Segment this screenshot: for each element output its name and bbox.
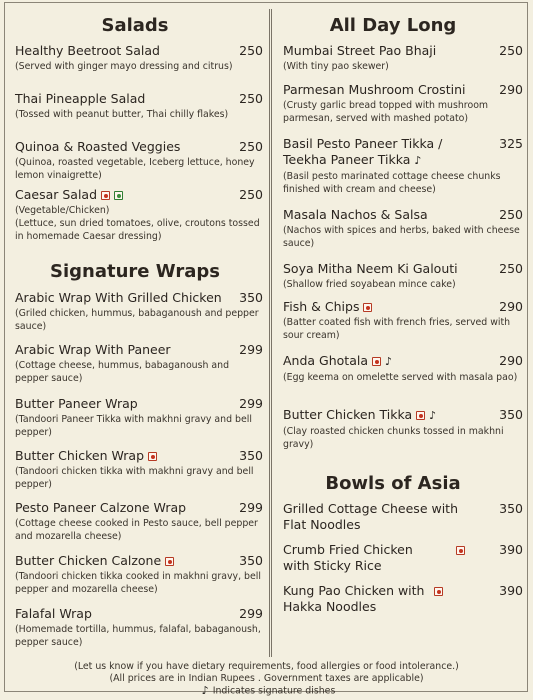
item-name xyxy=(283,136,523,169)
non-veg-icon xyxy=(148,452,157,461)
item-name: Soya Mitha Neem Ki Galouti xyxy=(283,261,458,276)
menu-item xyxy=(283,43,523,73)
item-description: (With tiny pao skewer) xyxy=(283,61,389,72)
menu-item xyxy=(283,136,523,196)
menu-item xyxy=(283,583,523,615)
menu-item xyxy=(15,500,263,543)
menu-item xyxy=(283,261,523,291)
menu-item xyxy=(15,139,263,182)
footer-signature-legend xyxy=(0,685,533,698)
signature-dish-icon: ♪ xyxy=(429,408,437,422)
item-description: (Clay roasted chicken chunks tossed in makhni gravy) xyxy=(283,425,504,450)
menu-page xyxy=(4,2,528,692)
item-price: 350 xyxy=(499,407,523,422)
item-name: Arabic Wrap With Grilled Chicken xyxy=(15,290,222,305)
section-title-all-day: All Day Long xyxy=(329,15,457,36)
item-name: Butter Paneer Wrap xyxy=(15,396,138,411)
non-veg-icon xyxy=(456,546,465,555)
menu-item xyxy=(283,82,523,125)
footer-dietary-note: (Let us know if you have dietary requirements, food allergies or food intolerance.) xyxy=(74,661,459,672)
item-name xyxy=(15,187,263,203)
item-price: 250 xyxy=(239,139,263,154)
item-price: 299 xyxy=(239,606,263,621)
item-description: (Tandoori chicken tikka cooked in makhni gravy, bell pepper and mozarella cheese) xyxy=(15,571,261,595)
item-name xyxy=(283,407,523,424)
item-price: 290 xyxy=(499,82,523,97)
non-veg-icon xyxy=(434,587,443,596)
item-name: Parmesan Mushroom Crostini xyxy=(283,82,466,97)
menu-item xyxy=(15,290,263,333)
menu-item xyxy=(15,448,263,491)
item-price: 350 xyxy=(239,553,263,568)
item-name: Healthy Beetroot Salad xyxy=(15,43,160,58)
item-name-text: Basil Pesto Paneer Tikka / Teekha Paneer Tikka xyxy=(283,136,443,167)
item-description: (Vegetable/Chicken) (Lettuce, sun dried tomatoes, olive, croutons tossed in homemade Caesar dressing) xyxy=(15,205,260,242)
item-name: Grilled Cottage Cheese with Flat Noodles xyxy=(283,501,459,532)
footer-signature-text: Indicates signature dishes xyxy=(212,685,336,697)
item-price: 250 xyxy=(239,187,263,202)
menu-item xyxy=(283,353,523,384)
item-description xyxy=(15,307,263,333)
item-price: 250 xyxy=(239,91,263,106)
item-price: 350 xyxy=(499,501,523,516)
item-name: Quinoa & Roasted Veggies xyxy=(15,139,181,154)
item-price: 250 xyxy=(239,43,263,58)
item-name xyxy=(283,299,523,315)
item-description: (Quinoa, roasted vegetable, Iceberg lettuce, honey lemon vinaigrette) xyxy=(15,157,255,181)
item-description: (Homemade tortilla, hummus, falafal, babaganoush, pepper sauce) xyxy=(15,624,261,648)
item-price: 250 xyxy=(499,43,523,58)
menu-item xyxy=(283,542,523,574)
item-name-text: Anda Ghotala xyxy=(283,353,368,368)
section-title-wraps: Signature Wraps xyxy=(50,261,220,282)
item-price: 250 xyxy=(499,207,523,222)
footer-price-note: (All prices are in Indian Rupees . Government taxes are applicable) xyxy=(109,673,424,684)
column-divider xyxy=(269,9,272,657)
item-name xyxy=(283,353,523,370)
signature-dish-icon: ♪ xyxy=(201,684,209,697)
non-veg-icon xyxy=(372,357,381,366)
item-price: 290 xyxy=(499,353,523,368)
item-description: (Egg keema on omelette served with masala pao) xyxy=(283,371,518,383)
item-description: (Cottage cheese cooked in Pesto sauce, bell pepper and mozarella cheese) xyxy=(15,518,258,542)
item-description: (Crusty garlic bread topped with mushroom parmesan, served with mashed potato) xyxy=(283,100,489,124)
veg-icon xyxy=(114,191,123,200)
item-price: 290 xyxy=(499,299,523,314)
item-description: (Tandoori Paneer Tikka with makhni gravy and bell pepper) xyxy=(15,414,252,438)
item-price: 299 xyxy=(239,396,263,411)
item-description: (Nachos with spices and herbs, baked with cheese sauce) xyxy=(283,225,520,249)
item-name xyxy=(15,553,263,569)
item-description: (Tandoori chicken tikka with makhni gravy and bell pepper) xyxy=(15,466,254,490)
item-description: (Batter coated fish with french fries, served with sour cream) xyxy=(283,317,511,341)
item-name-text: Butter Chicken Tikka xyxy=(283,407,413,422)
non-veg-icon xyxy=(363,303,372,312)
item-name-text: Butter Chicken Calzone xyxy=(15,553,162,568)
menu-item xyxy=(283,407,523,451)
signature-dish-icon: ♪ xyxy=(385,354,393,368)
item-name: Arabic Wrap With Paneer xyxy=(15,342,171,357)
item-description: (Served with ginger mayo dressing and citrus) xyxy=(15,61,233,72)
menu-item xyxy=(15,43,263,73)
item-description: (Tossed with peanut butter, Thai chilly flakes) xyxy=(15,109,229,120)
item-name: Falafal Wrap xyxy=(15,606,92,621)
item-description: (Basil pesto marinated cottage cheese chunks finished with cream and cheese) xyxy=(283,170,501,195)
item-price: 325 xyxy=(499,136,523,151)
item-price: 250 xyxy=(499,261,523,276)
item-description-text: (Griled chicken, hummus, babaganoush and pepper sauce) xyxy=(15,308,259,332)
menu-item xyxy=(15,342,263,385)
item-name: Thai Pineapple Salad xyxy=(15,91,146,106)
item-name xyxy=(15,448,263,464)
item-price: 350 xyxy=(239,290,263,305)
item-price: 299 xyxy=(239,500,263,515)
non-veg-icon xyxy=(101,191,110,200)
signature-dish-icon: ♪ xyxy=(414,153,422,167)
item-price: 390 xyxy=(499,583,523,598)
menu-item xyxy=(15,396,263,439)
item-price: 390 xyxy=(499,542,523,557)
item-description: (Shallow fried soyabean mince cake) xyxy=(283,279,456,290)
item-name-text: Caesar Salad xyxy=(15,187,98,202)
menu-item xyxy=(15,553,263,596)
menu-item xyxy=(15,187,263,243)
item-price: 299 xyxy=(239,342,263,357)
menu-item xyxy=(15,606,263,649)
item-name: Kung Pao Chicken with Hakka Noodles xyxy=(283,583,425,614)
item-name-text: Fish & Chips xyxy=(283,299,360,314)
non-veg-icon xyxy=(165,557,174,566)
item-description: (Cottage cheese, hummus, babaganoush and pepper sauce) xyxy=(15,360,230,384)
menu-item xyxy=(283,299,523,342)
item-name: Crumb Fried Chicken with Sticky Rice xyxy=(283,542,413,573)
section-title-salads: Salads xyxy=(101,15,169,36)
item-name-text: Butter Chicken Wrap xyxy=(15,448,145,463)
section-title-bowls: Bowls of Asia xyxy=(325,473,461,494)
item-name: Masala Nachos & Salsa xyxy=(283,207,428,222)
item-name: Pesto Paneer Calzone Wrap xyxy=(15,500,187,515)
menu-item xyxy=(283,501,523,533)
non-veg-icon xyxy=(416,411,425,420)
menu-item xyxy=(15,91,263,121)
item-name: Mumbai Street Pao Bhaji xyxy=(283,43,437,58)
menu-item xyxy=(283,207,523,250)
item-price: 350 xyxy=(239,448,263,463)
